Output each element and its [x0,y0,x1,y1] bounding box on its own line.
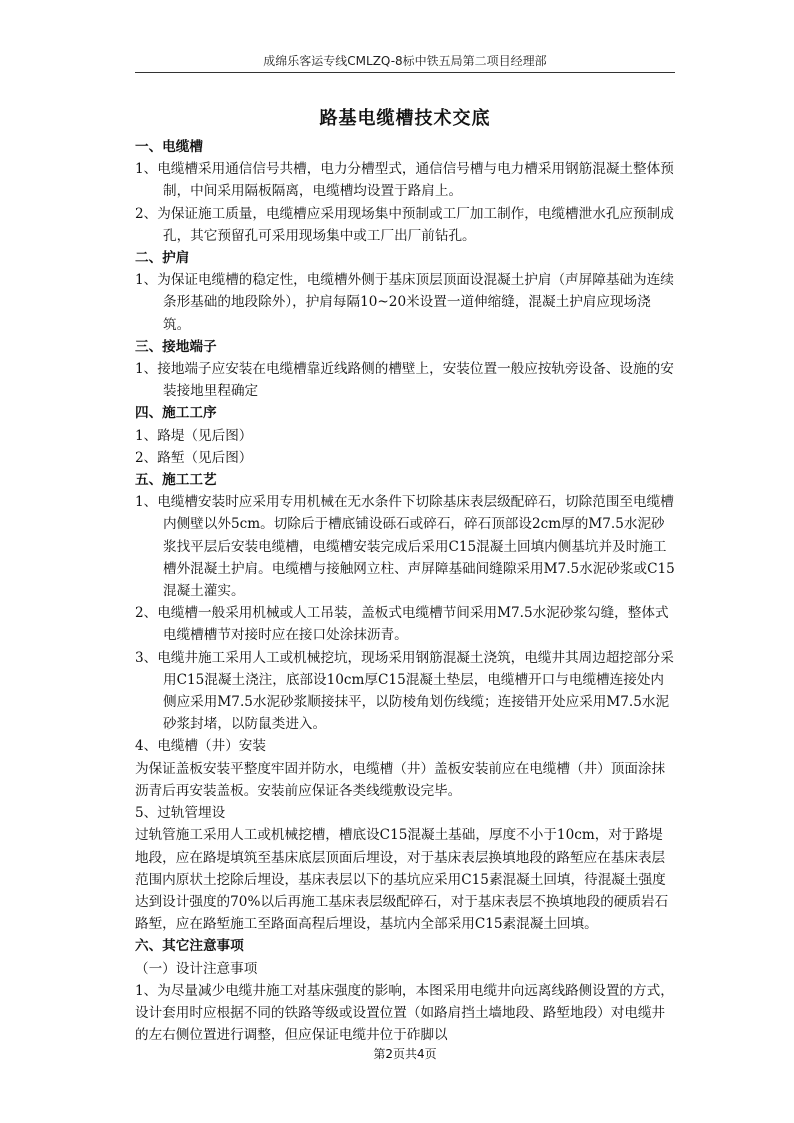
list-item: 1、电缆槽采用通信信号共槽，电力分槽型式，通信信号槽与电力槽采用钢筋混凝土整体预制，中间采用隔板隔离，电缆槽均设置于路肩上。 [135,161,674,200]
list-item: 2、为保证施工质量，电缆槽应采用现场集中预制或工厂加工制作，电缆槽泄水孔应预制成孔，其它预留孔可采用现场集中或工厂出厂前钻孔。 [135,205,674,244]
section-heading: 五、施工工艺 [135,472,217,489]
list-item: 1、接地端子应安装在电缆槽靠近线路侧的槽壁上，安装位置一般应按轨旁设备、设施的安装接地里程确定 [135,361,674,400]
section-heading: 三、接地端子 [135,338,217,355]
page-header: 成绵乐客运专线CMLZQ-8标中铁五局第二项目经理部 [263,54,547,68]
page-footer: 第2页共4页 [373,1047,437,1061]
section-heading: 六、其它注意事项 [135,938,244,955]
list-item: 2、路堑（见后图） [135,449,253,466]
list-item: 1、路堤（见后图） [135,427,253,444]
list-item: 1、电缆槽安装时应采用专用机械在无水条件下切除基床表层级配碎石，切除范围至电缆槽内侧壁以外5cm。切除后于槽底铺设砾石或碎石，碎石顶部设2cm厚的M7.5水泥砂浆找平层后安装电缆槽，电缆槽安装完成后采用C15混凝土回填内侧基坑并及时施工槽外混凝土护肩。电缆槽与接触网立柱、声屏障基础间缝隙采用M7.5水泥砂浆或C15混凝土灌实。 [135,494,675,600]
paragraph: 为保证盖板安装平整度牢固并防水，电缆槽（井）盖板安装前应在电缆槽（井）顶面涂抹沥青后再安装盖板。安装前应保证各类线缆敷设完毕。 [135,760,666,799]
section-heading: 一、电缆槽 [135,139,203,155]
list-item: 3、电缆井施工采用人工或机械挖坑，现场采用钢筋混凝土浇筑，电缆井其周边超挖部分采用C15混凝土浇注，底部设10cm厚C15混凝土垫层，电缆槽开口与电缆槽连接处内侧应采用M7.5水泥砂浆顺接抹平，以防棱角划伤线缆；连接错开处应采用M7.5水泥砂浆封堵，以防鼠类进入。 [135,649,674,733]
paragraph: 1、为尽量减少电缆井施工对基床强度的影响，本图采用电缆井向远离线路侧设置的方式，设计套用时应根据不同的铁路等级或设置位置（如路肩挡土墙地段、路堑地段）对电缆井的左右侧位置进行调整，但应保证电缆井位于砟脚以 [135,982,674,1044]
section-heading: 二、护肩 [135,250,190,267]
sub-heading: （一）设计注意事项 [135,960,258,977]
list-item: 1、为保证电缆槽的稳定性，电缆槽外侧于基床顶层顶面设混凝土护肩（声屏障基础为连续条形基础的地段除外），护肩每隔10~20米设置一道伸缩缝，混凝土护肩应现场浇筑。 [135,272,674,333]
header-rule [135,72,675,73]
paragraph: 过轨管施工采用人工或机械挖槽，槽底设C15混凝土基础，厚度不小于10cm，对于路堤地段，应在路堤填筑至基床底层顶面后埋设，对于基床表层换填地段的路堑应在基床表层范围内原状土挖除后埋设，基床表层以下的基坑应采用C15素混凝土回填，待混凝土强度达到设计强度的70%以后再施工基床表层级配碎石，对于基床表层不换填地段的硬质岩石路堑，应在路堑施工至路面高程后埋设，基坑内全部采用C15素混凝土回填。 [135,827,669,933]
document-body [135,136,675,1046]
list-item: 2、电缆槽一般采用机械或人工吊装，盖板式电缆槽节间采用M7.5水泥砂浆勾缝，整体式电缆槽槽节对接时应在接口处涂抹沥青。 [135,605,669,644]
section-heading: 四、施工工序 [135,405,217,422]
list-item: 5、过轨管埋设 [135,805,226,822]
list-item: 4、电缆槽（井）安装 [135,738,266,755]
document-title: 路基电缆槽技术交底 [319,108,491,129]
